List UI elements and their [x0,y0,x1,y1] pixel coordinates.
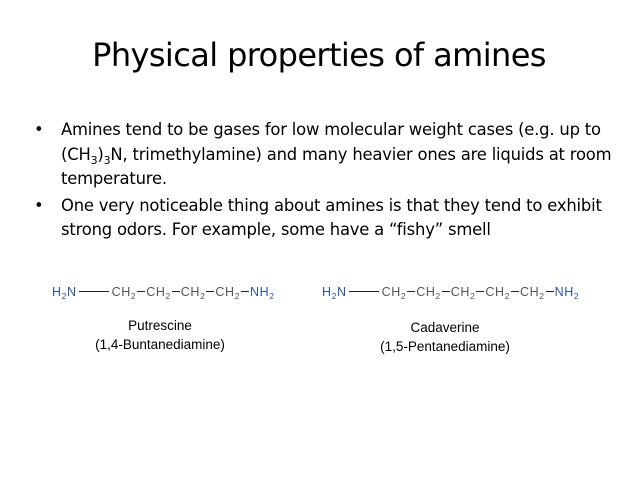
molecule-name: Putrescine [128,318,192,333]
putrescine-formula [52,285,275,299]
methylene-unit: $CH_2$ [180,285,206,301]
molecule-iupac-name: (1,4-Buntanediamine) [95,337,225,352]
bond-line [206,291,214,292]
bond-line [442,291,450,292]
bullet-text: ) [97,144,104,164]
molecule-name: Cadaverine [410,320,480,335]
putrescine-caption [80,316,240,354]
subscript: 3 [103,153,111,167]
methylene-unit: $CH_2$ [111,285,137,301]
bullet-item-gases [34,118,614,192]
bond-line [546,291,554,292]
bond-line [241,291,249,292]
amine-group: $H_2N$ [52,285,77,301]
subscript: 3 [90,153,98,167]
methylene-unit: $CH_2$ [381,285,407,301]
bullet-list [34,118,614,245]
bullet-text: Amines tend to be gases for low molecular weight cases (e.g. up to (CH [61,120,601,164]
bond-line [137,291,145,292]
cadaverine-formula [322,285,579,299]
bond-line [407,291,415,292]
methylene-unit: $CH_2$ [485,285,510,301]
bullet-item-odors [34,194,614,243]
methylene-unit: $CH_2$ [416,285,441,301]
amine-group: $NH_2$ [554,285,580,301]
bond-line [172,291,180,292]
bullet-text: One very noticeable thing about amines is that they tend to exhibit strong odors. For example, some have a “fishy” smell [61,195,602,239]
bond-line [476,291,484,292]
methylene-unit: $CH_2$ [519,285,545,301]
bond-line [511,291,519,292]
bullet-text: N, trimethylamine) and many heavier ones are liquids at room temperature. [61,144,612,188]
amine-group: $H_2N$ [322,285,347,301]
amine-group: $NH_2$ [249,285,275,301]
bond-line [79,291,109,292]
bullet-dot: • [34,195,44,215]
molecule-iupac-name: (1,5-Pentanediamine) [380,339,510,354]
slide-title: Physical properties of amines [92,36,546,74]
bullet-dot: • [34,120,44,139]
bond-line [349,291,379,292]
methylene-unit: $CH_2$ [215,285,240,301]
methylene-unit: $CH_2$ [450,285,476,301]
cadaverine-caption [360,318,530,356]
methylene-unit: $CH_2$ [146,285,171,301]
